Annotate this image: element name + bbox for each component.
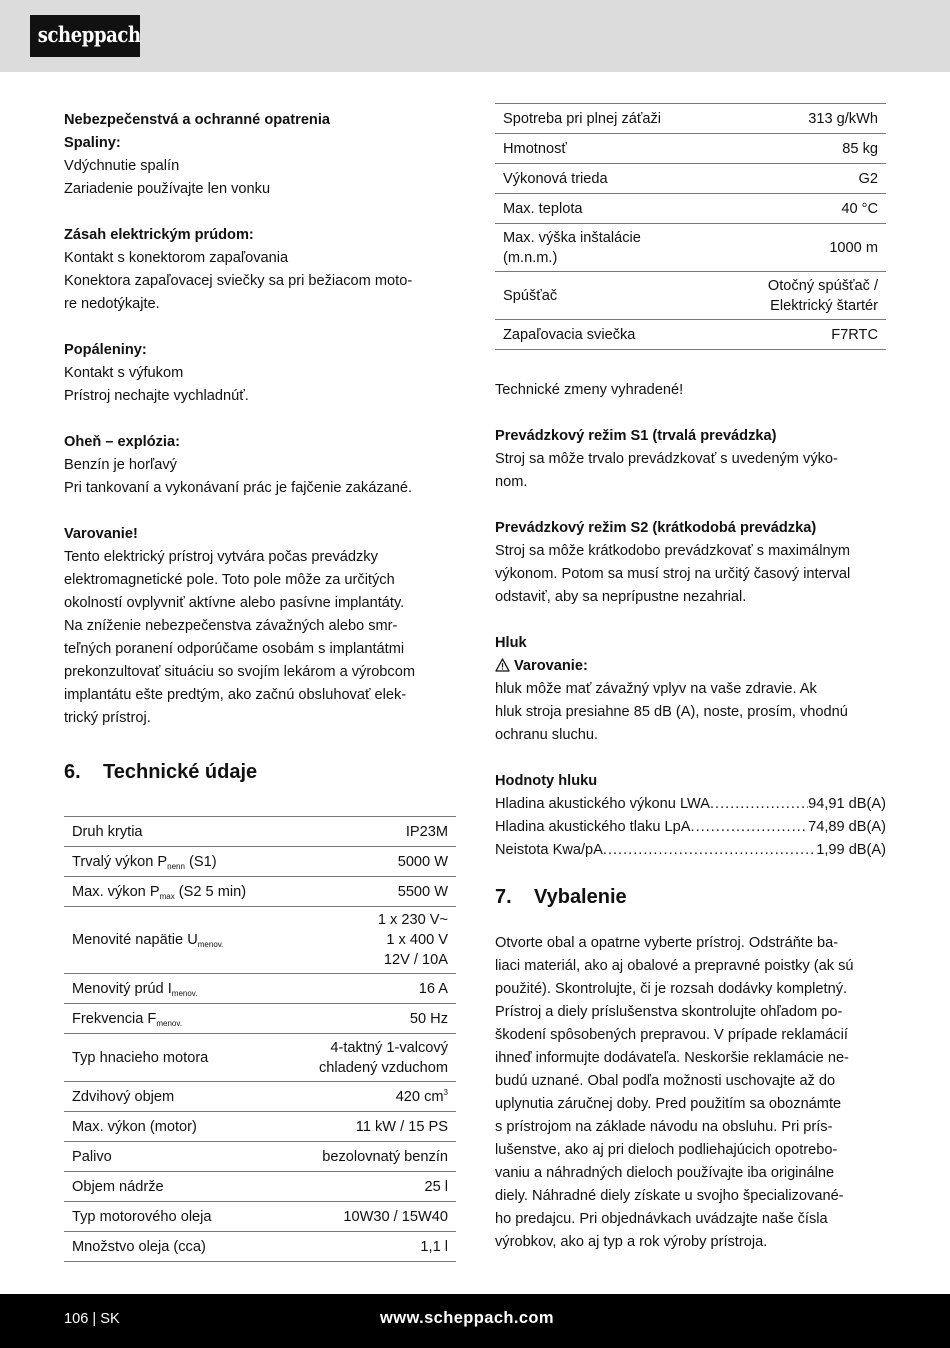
table-row	[64, 1232, 456, 1262]
warning-line: prekonzultovať situáciu so svojím lekárom a výrobcom	[64, 664, 415, 680]
unpacking-line: ho predajcu. Pri objednávkach uvádzajte naše čísla	[495, 1211, 828, 1227]
exhaust-title: Spaliny:	[64, 135, 121, 151]
spec-label: Trvalý výkon $P_{nenn}$ (S1)	[64, 847, 286, 877]
section-7-heading	[495, 883, 886, 911]
section-6-heading	[64, 758, 456, 786]
website-link[interactable]: www.scheppach.com	[380, 1309, 554, 1327]
fire-title: Oheň – explózia:	[64, 434, 180, 450]
noise-value-row: Hladina akustického výkonu LWA ..... 94,91 dB(A)	[495, 793, 886, 816]
table-row	[64, 1202, 456, 1232]
warning-line: teľných poranení odporúčame osobám s implantátmi	[64, 641, 405, 657]
spec-value: 11 kW / 15 PS	[286, 1112, 456, 1142]
warning-line: Na zníženie nebezpečenstva závažných alebo smr-	[64, 618, 398, 634]
spec-label: Druh krytia	[64, 817, 286, 847]
technical-data-table-continued	[495, 103, 886, 350]
warning-line: implantátu ešte predtým, ako začnú obsluhovať elek-	[64, 687, 407, 703]
shock-line: Kontakt s konektorom zapaľovania	[64, 250, 289, 266]
unpacking-line: výrobkov, ako aj typ a rok výroby prístroja.	[495, 1234, 768, 1250]
spec-value: Otočný spúšťač / Elektrický štartér	[722, 272, 886, 320]
shock-line: re nedotýkajte.	[64, 296, 160, 312]
spec-value: F7RTC	[722, 320, 886, 350]
warning-line: Tento elektrický prístroj vytvára počas prevádzky	[64, 549, 378, 565]
table-row	[495, 224, 886, 272]
burns-line: Prístroj nechajte vychladnúť.	[64, 388, 249, 404]
spec-value: 313 g/kWh	[722, 104, 886, 134]
unpacking-line: uplynutia záručnej doby. Pred použitím sa oboznámte	[495, 1096, 842, 1112]
unpacking-line: Otvorte obal a opatrne vyberte prístroj. Odstráňte ba-	[495, 935, 839, 951]
page-number: 106 | SK	[64, 1311, 120, 1327]
table-row	[495, 272, 886, 320]
exhaust-line: Vdýchnutie spalín	[64, 158, 180, 174]
spec-label: Objem nádrže	[64, 1172, 286, 1202]
spec-value: 25 l	[286, 1172, 456, 1202]
left-column	[64, 109, 456, 1262]
shock-line: Konektora zapaľovacej sviečky sa pri bežiacom moto-	[64, 273, 413, 289]
spec-label: Zdvihový objem	[64, 1082, 286, 1112]
spec-value: 1 x 230 V~ 1 x 400 V 12V / 10A	[286, 907, 456, 974]
noise-values-title: Hodnoty hluku	[495, 773, 598, 789]
table-row	[495, 104, 886, 134]
table-row	[64, 1142, 456, 1172]
table-row	[495, 320, 886, 350]
logo-text: scheppach	[37, 22, 141, 47]
mode-s2-line: výkonom. Potom sa musí stroj na určitý časový interval	[495, 566, 851, 582]
noise-line: hluk môže mať závažný vplyv na vaše zdravie. Ak	[495, 681, 817, 697]
table-row	[64, 1034, 456, 1082]
spec-label: Typ hnacieho motora	[64, 1034, 286, 1082]
spec-value: 1000 m	[722, 224, 886, 272]
table-row	[64, 974, 456, 1004]
spec-label: Max. výkon $P_{max}$ (S2 5 min)	[64, 877, 286, 907]
mode-s2-line: Stroj sa môže krátkodobo prevádzkovať s maximálnym	[495, 543, 851, 559]
spec-value: 4-taktný 1-valcový chladený vzduchom	[286, 1034, 456, 1082]
table-row	[64, 907, 456, 974]
tech-changes-note: Technické zmeny vyhradené!	[495, 382, 684, 398]
table-row	[64, 1082, 456, 1112]
burns-title: Popáleniny:	[64, 342, 147, 358]
spec-value: bezolovnatý benzín	[286, 1142, 456, 1172]
spec-label: Frekvencia $F_{menov.}$	[64, 1004, 286, 1034]
table-row	[64, 1112, 456, 1142]
fire-line: Benzín je horľavý	[64, 457, 177, 473]
table-row	[64, 817, 456, 847]
spec-label: Zapaľovacia sviečka	[495, 320, 722, 350]
spec-label: Menovitý prúd $I_{menov.}$	[64, 974, 286, 1004]
spec-label: Hmotnosť	[495, 134, 722, 164]
noise-title: Hluk	[495, 635, 527, 651]
exhaust-line: Zariadenie používajte len vonku	[64, 181, 271, 197]
right-column	[495, 103, 886, 1254]
spec-label: Max. výkon (motor)	[64, 1112, 286, 1142]
spec-label: Max. teplota	[495, 194, 722, 224]
section-number: 7.	[495, 886, 512, 908]
spec-value: 10W30 / 15W40	[286, 1202, 456, 1232]
spec-label: Spúšťač	[495, 272, 722, 320]
spec-label: Výkonová trieda	[495, 164, 722, 194]
spec-value: 40 °C	[722, 194, 886, 224]
mode-s1-line: nom.	[495, 474, 528, 490]
spec-label: Max. výška inštalácie (m.n.m.)	[495, 224, 722, 272]
spec-label: Spotreba pri plnej záťaži	[495, 104, 722, 134]
noise-line: hluk stroja presiahne 85 dB (A), noste, prosím, vhodnú	[495, 704, 848, 720]
scheppach-logo	[30, 15, 140, 57]
section-title: Vybalenie	[534, 886, 627, 908]
noise-warning-title: Varovanie:	[495, 655, 886, 678]
spec-value: G2	[722, 164, 886, 194]
mode-s1-title: Prevádzkový režim S1 (trvalá prevádzka)	[495, 428, 777, 444]
table-row	[495, 194, 886, 224]
warning-title: Varovanie!	[64, 526, 138, 542]
table-row	[64, 877, 456, 907]
unpacking-line: Prístroj a diely príslušenstva skontrolujte ohľadom po-	[495, 1004, 843, 1020]
table-row	[495, 134, 886, 164]
warning-line: elektromagnetické pole. Toto pole môže za určitých	[64, 572, 395, 588]
spec-value: IP23M	[286, 817, 456, 847]
spec-value: 1,1 l	[286, 1232, 456, 1262]
unpacking-line: vaniu a náhradných dieloch používajte iba originálne	[495, 1165, 835, 1181]
table-row	[64, 847, 456, 877]
spec-label: Palivo	[64, 1142, 286, 1172]
page-footer	[0, 1294, 950, 1348]
section-number: 6.	[64, 761, 81, 783]
mode-s2-line: odstaviť, aby sa neprípustne nezahrial.	[495, 589, 747, 605]
spec-value: 16 A	[286, 974, 456, 1004]
unpacking-line: použité). Skontrolujte, či je rozsah dodávky kompletný.	[495, 981, 848, 997]
spec-value: 5000 W	[286, 847, 456, 877]
unpacking-line: lušenstve, ako aj pri dieloch podliehajúcich opotrebo-	[495, 1142, 838, 1158]
spec-label: Množstvo oleja (cca)	[64, 1232, 286, 1262]
section-title: Technické údaje	[103, 761, 258, 783]
spec-value: 420 $cm^3$	[286, 1082, 456, 1112]
table-row	[495, 164, 886, 194]
unpacking-line: budú uznané. Obal podľa možnosti uschovajte až do	[495, 1073, 836, 1089]
mode-s2-title: Prevádzkový režim S2 (krátkodobá prevádzka)	[495, 520, 817, 536]
unpacking-line: s prístrojom na základe návodu na obsluhu. Pri prís-	[495, 1119, 833, 1135]
spec-label: Typ motorového oleja	[64, 1202, 286, 1232]
burns-line: Kontakt s výfukom	[64, 365, 184, 381]
warning-line: okolností ovplyvniť aktívne alebo pasívne implantáty.	[64, 595, 405, 611]
hazards-title: Nebezpečenstvá a ochranné opatrenia	[64, 112, 331, 128]
page-header	[0, 0, 950, 72]
fire-line: Pri tankovaní a vykonávaní prác je fajčenie zakázané.	[64, 480, 413, 496]
mode-s1-line: Stroj sa môže trvalo prevádzkovať s uvedeným výko-	[495, 451, 838, 467]
spec-value: 85 kg	[722, 134, 886, 164]
spec-label: Menovité napätie $U_{menov.}$	[64, 907, 286, 974]
unpacking-line: liaci materiál, ako aj obalové a prepravné poistky (ak sú	[495, 958, 854, 974]
table-row	[64, 1172, 456, 1202]
shock-title: Zásah elektrickým prúdom:	[64, 227, 254, 243]
noise-value-row: Hladina akustického tlaku LpA ..... 74,89 dB(A)	[495, 816, 886, 839]
unpacking-line: diely. Náhradné diely získate u svojho špecializované-	[495, 1188, 844, 1204]
noise-line: ochranu sluchu.	[495, 727, 599, 743]
unpacking-line: ihneď informujte dodávateľa. Neskoršie reklamácie ne-	[495, 1050, 849, 1066]
technical-data-table	[64, 816, 456, 1262]
warning-line: trický prístroj.	[64, 710, 151, 726]
spec-value: 5500 W	[286, 877, 456, 907]
unpacking-line: škodení spôsobených prepravou. V prípade reklamácií	[495, 1027, 848, 1043]
table-row	[64, 1004, 456, 1034]
spec-value: 50 Hz	[286, 1004, 456, 1034]
noise-value-row: Neistota Kwa/pA ..... 1,99 dB(A)	[495, 839, 886, 862]
warning-triangle-icon	[495, 658, 510, 672]
